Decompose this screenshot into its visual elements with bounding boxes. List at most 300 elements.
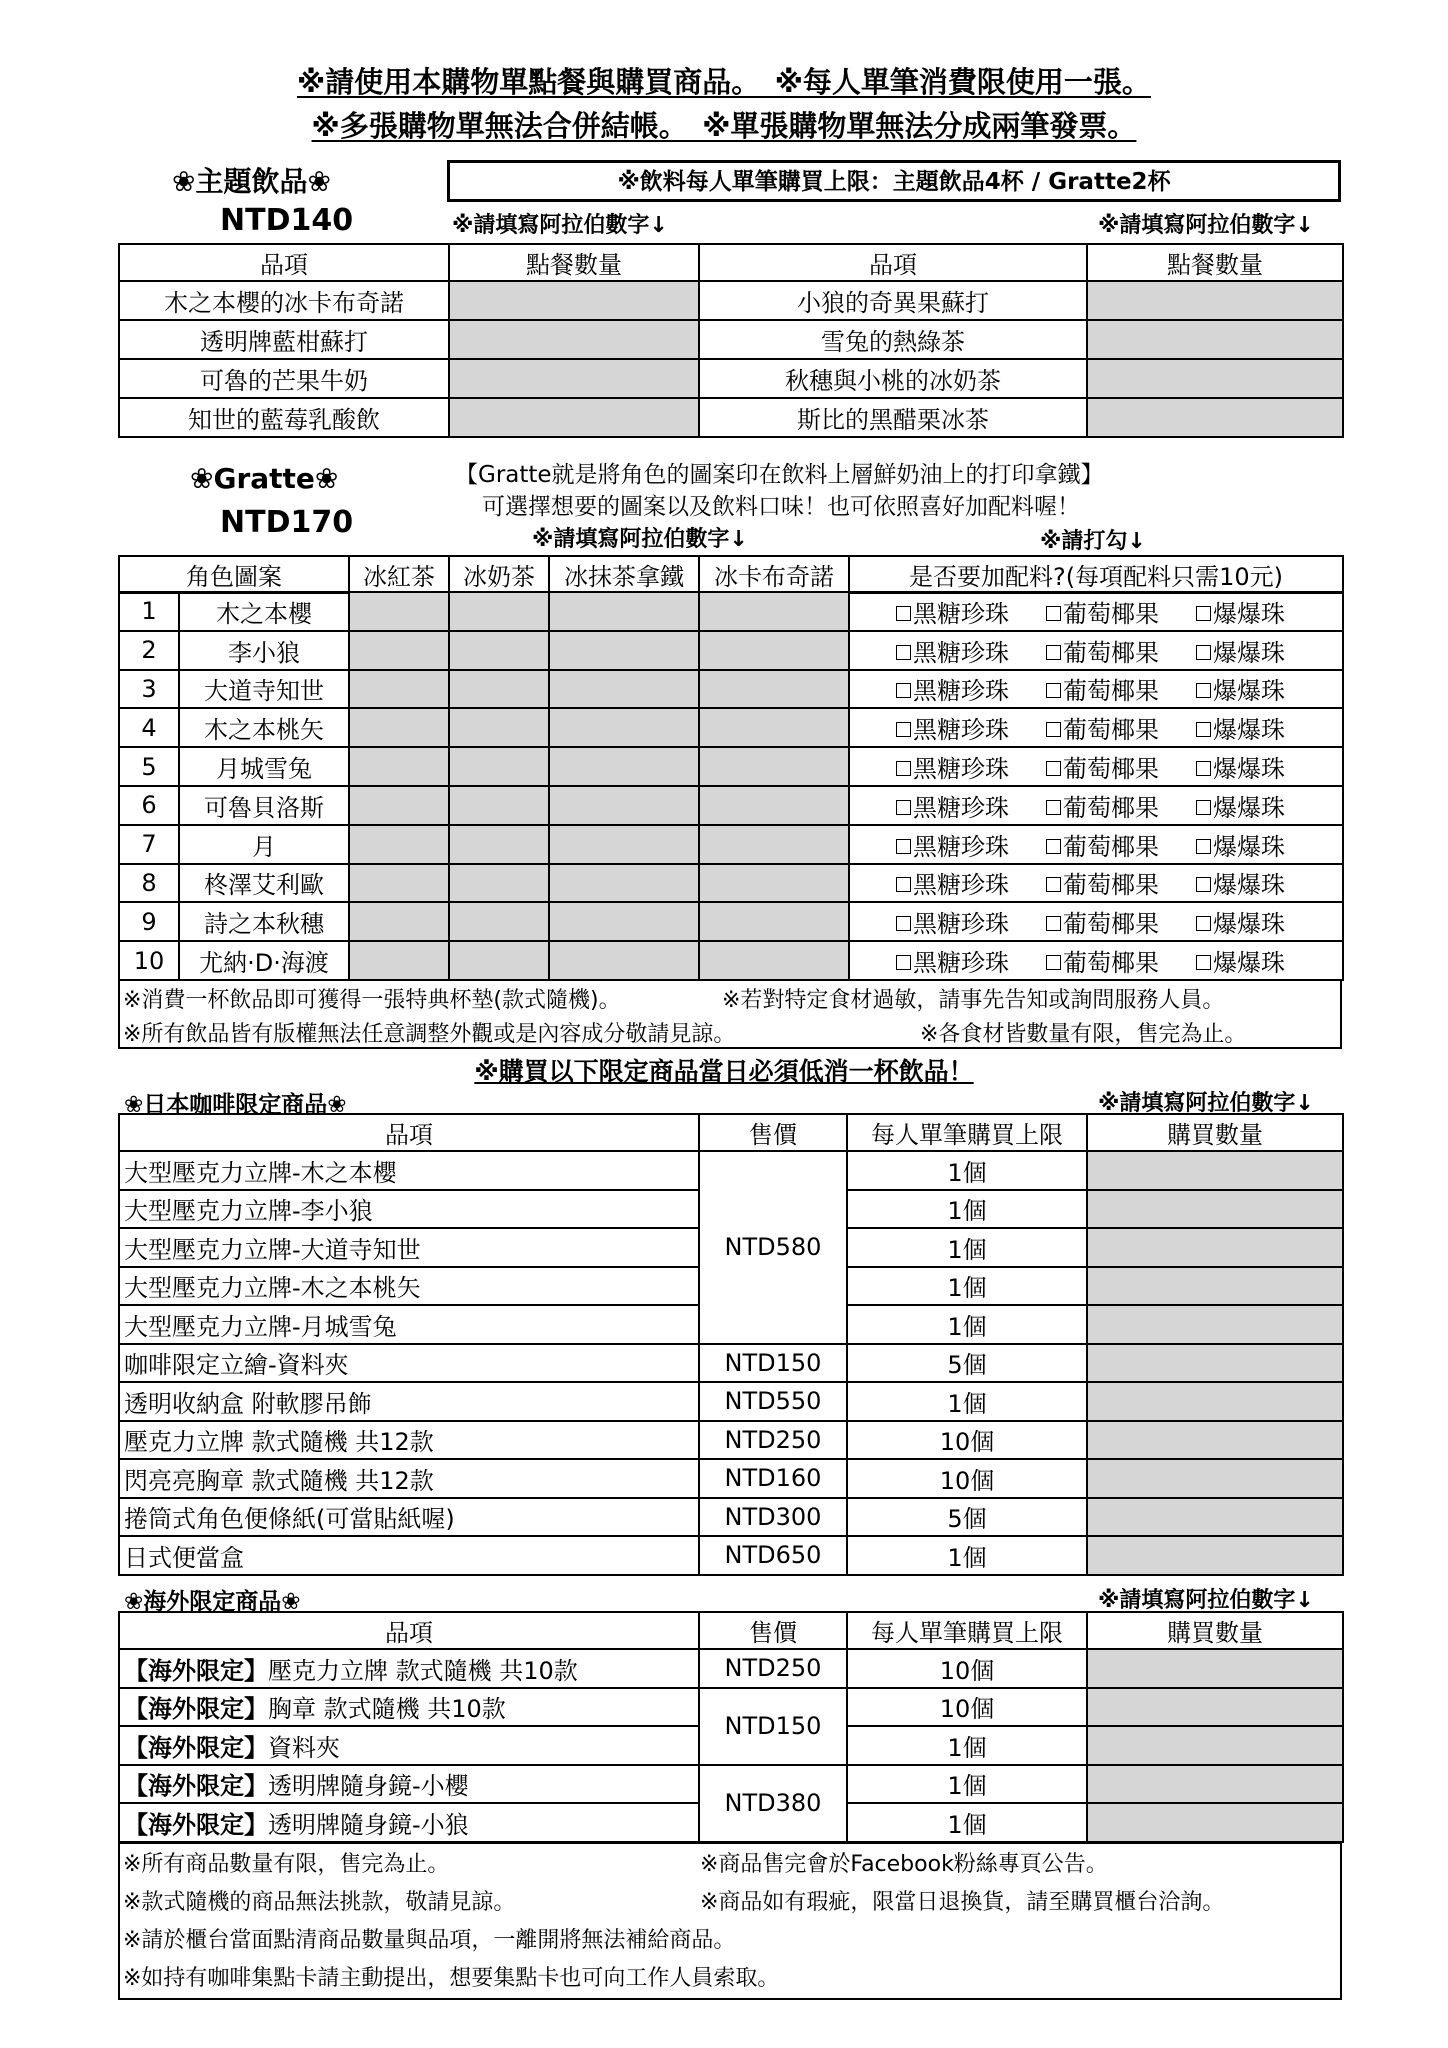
- topping-option[interactable]: [1046, 943, 1196, 978]
- topping-label: 爆爆珠: [1213, 599, 1285, 628]
- gratte-title: ❀Gratte❀: [190, 462, 339, 495]
- gratte-table: [118, 555, 1344, 594]
- table-row: [119, 1151, 1343, 1190]
- col-header-qty: 點餐數量: [449, 244, 699, 281]
- qty-input[interactable]: [1087, 1726, 1343, 1765]
- goods-price: NTD380: [699, 1765, 847, 1842]
- table-row: [119, 747, 1343, 786]
- row-number: 1: [119, 592, 179, 631]
- row-number: 2: [119, 631, 179, 670]
- goods-limit: 1個: [847, 1151, 1087, 1190]
- flavor-qty-input[interactable]: [549, 631, 699, 670]
- table-row: [119, 786, 1343, 825]
- drink-name: 雪兔的熱綠茶: [699, 320, 1087, 359]
- goods-limit: 5個: [847, 1498, 1087, 1537]
- goods-name: 壓克力立牌 款式隨機 共12款: [119, 1421, 699, 1460]
- topping-label: 黑糖珍珠: [913, 716, 1009, 745]
- checkbox-icon[interactable]: [896, 955, 911, 970]
- checkbox-icon[interactable]: [1046, 722, 1061, 737]
- japan-goods-title: ❀日本咖啡限定商品❀: [124, 1092, 347, 1118]
- qty-input[interactable]: [1087, 1765, 1343, 1804]
- flower-icon: ❀: [124, 1589, 144, 1615]
- table-row: [119, 1765, 1343, 1804]
- checkbox-icon[interactable]: [1046, 839, 1061, 854]
- qty-input[interactable]: [1087, 359, 1343, 398]
- table-row: [119, 1649, 1343, 1688]
- topping-option[interactable]: [896, 749, 1046, 784]
- flavor-qty-input[interactable]: [349, 941, 449, 980]
- qty-input[interactable]: [1087, 1459, 1343, 1498]
- flower-icon: ❀: [281, 1589, 301, 1615]
- overseas-tag: 【海外限定】: [124, 1772, 268, 1801]
- gratte-note: ※所有飲品皆有版權無法任意調整外觀或是內容成分敬請見諒。: [123, 1022, 736, 1047]
- topping-label: 黑糖珍珠: [913, 677, 1009, 706]
- flavor-qty-input[interactable]: [449, 747, 549, 786]
- character-name: 尤納·D·海渡: [179, 941, 349, 980]
- checkbox-icon[interactable]: [1046, 800, 1061, 815]
- flavor-qty-input[interactable]: [549, 592, 699, 631]
- checkbox-icon[interactable]: [1196, 683, 1211, 698]
- fill-hint: ※請填寫阿拉伯數字↓: [1098, 1588, 1314, 1613]
- flavor-qty-input[interactable]: [449, 670, 549, 709]
- qty-input[interactable]: [449, 359, 699, 398]
- topping-label: 爆爆珠: [1213, 716, 1285, 745]
- row-number: 5: [119, 747, 179, 786]
- flavor-qty-input[interactable]: [449, 631, 549, 670]
- topping-option[interactable]: [1196, 749, 1296, 784]
- checkbox-icon[interactable]: [896, 839, 911, 854]
- topping-label: 葡萄椰果: [1063, 677, 1159, 706]
- col-header-flavor: 冰紅茶: [349, 556, 449, 593]
- flavor-qty-input[interactable]: [449, 902, 549, 941]
- topping-options: [849, 902, 1343, 941]
- flavor-qty-input[interactable]: [699, 902, 849, 941]
- character-name: 月城雪兔: [179, 747, 349, 786]
- topping-options: [849, 941, 1343, 980]
- qty-input[interactable]: [449, 398, 699, 437]
- flavor-qty-input[interactable]: [549, 864, 699, 903]
- checkbox-icon[interactable]: [896, 722, 911, 737]
- table-row: [119, 281, 1343, 320]
- topping-option[interactable]: [1196, 633, 1296, 668]
- topping-label: 黑糖珍珠: [913, 871, 1009, 900]
- topping-option[interactable]: [896, 904, 1046, 939]
- goods-note: ※商品售完會於Facebook粉絲專頁公告。: [700, 1852, 1108, 1877]
- checkbox-icon[interactable]: [896, 916, 911, 931]
- check-hint: ※請打勾↓: [1040, 529, 1146, 554]
- topping-label: 爆爆珠: [1213, 677, 1285, 706]
- drink-name: 透明牌藍柑蘇打: [119, 320, 449, 359]
- notice-line-2: ※多張購物單無法合併結帳。 ※單張購物單無法分成兩筆發票。: [311, 109, 1137, 143]
- drink-name: 木之本櫻的冰卡布奇諾: [119, 281, 449, 320]
- row-number: 3: [119, 670, 179, 709]
- topping-option[interactable]: [1196, 594, 1296, 629]
- topping-label: 葡萄椰果: [1063, 599, 1159, 628]
- flavor-qty-input[interactable]: [699, 825, 849, 864]
- flavor-qty-input[interactable]: [349, 708, 449, 747]
- gratte-note: ※各食材皆數量有限，售完為止。: [920, 1022, 1247, 1047]
- theme-drinks-table: [118, 243, 1344, 438]
- topping-option[interactable]: [1196, 943, 1296, 978]
- gratte-notes-box: [118, 979, 1342, 1049]
- topping-option[interactable]: [1046, 788, 1196, 823]
- topping-options: [849, 825, 1343, 864]
- table-row: [119, 1498, 1343, 1537]
- col-header-limit: 每人單筆購買上限: [847, 1612, 1087, 1649]
- flavor-qty-input[interactable]: [449, 864, 549, 903]
- goods-name: 大型壓克力立牌-李小狼: [119, 1190, 699, 1229]
- topping-option[interactable]: [1046, 827, 1196, 862]
- topping-option[interactable]: [896, 788, 1046, 823]
- qty-input[interactable]: [1087, 1421, 1343, 1460]
- col-header-qty: 購買數量: [1087, 1612, 1343, 1649]
- overseas-tag: 【海外限定】: [124, 1733, 268, 1762]
- overseas-tag: 【海外限定】: [124, 1656, 268, 1685]
- checkbox-icon[interactable]: [1046, 877, 1061, 892]
- flavor-qty-input[interactable]: [549, 786, 699, 825]
- topping-label: 黑糖珍珠: [913, 638, 1009, 667]
- col-header-item: 品項: [119, 1612, 699, 1649]
- flavor-qty-input[interactable]: [349, 864, 449, 903]
- checkbox-icon[interactable]: [1196, 645, 1211, 660]
- flavor-qty-input[interactable]: [549, 708, 699, 747]
- goods-name: 日式便當盒: [119, 1536, 699, 1575]
- checkbox-icon[interactable]: [896, 645, 911, 660]
- flavor-qty-input[interactable]: [699, 786, 849, 825]
- topping-label: 爆爆珠: [1213, 793, 1285, 822]
- flavor-qty-input[interactable]: [449, 592, 549, 631]
- row-number: 7: [119, 825, 179, 864]
- goods-price: NTD150: [699, 1344, 847, 1383]
- qty-input[interactable]: [449, 320, 699, 359]
- flower-icon: ❀: [190, 462, 214, 495]
- flavor-qty-input[interactable]: [349, 670, 449, 709]
- flavor-qty-input[interactable]: [349, 825, 449, 864]
- col-header-flavor: 冰卡布奇諾: [699, 556, 849, 593]
- flower-icon: ❀: [307, 165, 331, 198]
- table-row: [119, 359, 1343, 398]
- topping-option[interactable]: [1046, 594, 1196, 629]
- checkbox-icon[interactable]: [1046, 645, 1061, 660]
- goods-price: NTD650: [699, 1536, 847, 1575]
- fill-hint: ※請填寫阿拉伯數字↓: [1098, 1091, 1314, 1116]
- goods-note: ※商品如有瑕疵，限當日退換貨，請至購買櫃台洽詢。: [700, 1890, 1225, 1915]
- goods-note: ※所有商品數量有限，售完為止。: [123, 1852, 450, 1877]
- fill-hint-right: ※請填寫阿拉伯數字↓: [1098, 213, 1314, 238]
- notice-line-1: ※請使用本購物單點餐與購買商品。 ※每人單筆消費限使用一張。: [297, 65, 1151, 99]
- topping-option[interactable]: [896, 671, 1046, 706]
- topping-option[interactable]: [1046, 633, 1196, 668]
- goods-limit: 1個: [847, 1382, 1087, 1421]
- col-header-toppings: 是否要加配料?(每項配料只需10元): [849, 556, 1343, 593]
- flavor-qty-input[interactable]: [699, 592, 849, 631]
- qty-input[interactable]: [1087, 1536, 1343, 1575]
- flavor-qty-input[interactable]: [699, 747, 849, 786]
- drink-limit-note: ※飲料每人單筆購買上限：主題飲品4杯 / Gratte2杯: [447, 160, 1341, 202]
- checkbox-icon[interactable]: [1046, 761, 1061, 776]
- table-row: [119, 708, 1343, 747]
- checkbox-icon[interactable]: [1196, 955, 1211, 970]
- checkbox-icon[interactable]: [1046, 683, 1061, 698]
- checkbox-icon[interactable]: [1196, 722, 1211, 737]
- table-row: [119, 631, 1343, 670]
- topping-option[interactable]: [1046, 710, 1196, 745]
- flavor-qty-input[interactable]: [699, 864, 849, 903]
- topping-label: 葡萄椰果: [1063, 638, 1159, 667]
- topping-option[interactable]: [1196, 788, 1296, 823]
- goods-price: NTD550: [699, 1382, 847, 1421]
- topping-option[interactable]: [896, 633, 1046, 668]
- table-row: [119, 1688, 1343, 1727]
- flavor-qty-input[interactable]: [699, 670, 849, 709]
- gratte-note: ※消費一杯飲品即可獲得一張特典杯墊(款式隨機)。: [123, 988, 621, 1013]
- topping-options: [849, 592, 1343, 631]
- goods-name: 閃亮亮胸章 款式隨機 共12款: [119, 1459, 699, 1498]
- topping-option[interactable]: [896, 943, 1046, 978]
- checkbox-icon[interactable]: [896, 800, 911, 815]
- topping-option[interactable]: [1046, 865, 1196, 900]
- flavor-qty-input[interactable]: [349, 631, 449, 670]
- checkbox-icon[interactable]: [896, 877, 911, 892]
- qty-input[interactable]: [1087, 1344, 1343, 1383]
- topping-option[interactable]: [1046, 904, 1196, 939]
- goods-name: 大型壓克力立牌-大道寺知世: [119, 1228, 699, 1267]
- character-name: 木之本櫻: [179, 592, 349, 631]
- flavor-qty-input[interactable]: [699, 708, 849, 747]
- topping-options: [849, 670, 1343, 709]
- goods-name: 【海外限定】透明牌隨身鏡-小狼: [119, 1803, 699, 1842]
- topping-options: [849, 708, 1343, 747]
- gratte-rows: [118, 591, 1344, 981]
- row-number: 6: [119, 786, 179, 825]
- flavor-qty-input[interactable]: [549, 825, 699, 864]
- goods-name: 大型壓克力立牌-木之本桃矢: [119, 1267, 699, 1306]
- topping-label: 爆爆珠: [1213, 755, 1285, 784]
- fill-hint-left: ※請填寫阿拉伯數字↓: [452, 213, 668, 238]
- drink-name: 斯比的黑醋栗冰茶: [699, 398, 1087, 437]
- flower-icon: ❀: [172, 165, 196, 198]
- topping-label: 黑糖珍珠: [913, 755, 1009, 784]
- goods-limit: 1個: [847, 1305, 1087, 1344]
- row-number: 8: [119, 864, 179, 903]
- flavor-qty-input[interactable]: [349, 747, 449, 786]
- table-row: [119, 825, 1343, 864]
- table-row: [119, 1421, 1343, 1460]
- goods-limit: 1個: [847, 1228, 1087, 1267]
- topping-label: 葡萄椰果: [1063, 716, 1159, 745]
- checkbox-icon[interactable]: [1196, 606, 1211, 621]
- table-row: [119, 670, 1343, 709]
- goods-price: NTD150: [699, 1688, 847, 1765]
- topping-option[interactable]: [896, 865, 1046, 900]
- qty-input[interactable]: [1087, 398, 1343, 437]
- flavor-qty-input[interactable]: [349, 592, 449, 631]
- flower-icon: ❀: [124, 1092, 144, 1118]
- goods-limit: 1個: [847, 1726, 1087, 1765]
- gratte-price: NTD170: [220, 505, 354, 540]
- col-header-item: 品項: [119, 244, 449, 281]
- checkbox-icon[interactable]: [896, 761, 911, 776]
- qty-input[interactable]: [1087, 1688, 1343, 1727]
- checkbox-icon[interactable]: [1196, 877, 1211, 892]
- flavor-qty-input[interactable]: [699, 941, 849, 980]
- topping-label: 葡萄椰果: [1063, 832, 1159, 861]
- flavor-qty-input[interactable]: [349, 786, 449, 825]
- topping-option[interactable]: [1046, 671, 1196, 706]
- table-row: [119, 398, 1343, 437]
- topping-label: 葡萄椰果: [1063, 910, 1159, 939]
- goods-note: ※款式隨機的商品無法挑款，敬請見諒。: [123, 1890, 516, 1915]
- table-row: [119, 1459, 1343, 1498]
- col-header-flavor: 冰抹茶拿鐵: [549, 556, 699, 593]
- qty-input[interactable]: [1087, 1305, 1343, 1344]
- topping-label: 黑糖珍珠: [913, 599, 1009, 628]
- goods-limit: 1個: [847, 1803, 1087, 1842]
- topping-option[interactable]: [896, 827, 1046, 862]
- qty-input[interactable]: [449, 281, 699, 320]
- col-header-pattern: 角色圖案: [119, 556, 349, 593]
- character-name: 可魯貝洛斯: [179, 786, 349, 825]
- goods-note: ※如持有咖啡集點卡請主動提出，想要集點卡也可向工作人員索取。: [123, 1966, 780, 1991]
- col-header-price: 售價: [699, 1612, 847, 1649]
- row-number: 4: [119, 708, 179, 747]
- col-header-qty: 購買數量: [1087, 1114, 1343, 1151]
- qty-input[interactable]: [1087, 1382, 1343, 1421]
- flavor-qty-input[interactable]: [449, 941, 549, 980]
- qty-input[interactable]: [1087, 1190, 1343, 1229]
- table-row: [119, 1382, 1343, 1421]
- overseas-tag: 【海外限定】: [124, 1695, 268, 1724]
- flavor-qty-input[interactable]: [349, 902, 449, 941]
- goods-limit: 1個: [847, 1190, 1087, 1229]
- checkbox-icon[interactable]: [896, 606, 911, 621]
- table-row: [119, 320, 1343, 359]
- fill-hint-number: ※請填寫阿拉伯數字↓: [532, 527, 748, 552]
- topping-label: 黑糖珍珠: [913, 832, 1009, 861]
- topping-option[interactable]: [1196, 671, 1296, 706]
- character-name: 大道寺知世: [179, 670, 349, 709]
- goods-limit: 1個: [847, 1765, 1087, 1804]
- character-name: 月: [179, 825, 349, 864]
- flower-icon: ❀: [314, 462, 339, 495]
- gratte-desc-2: 可選擇想要的圖案以及飲料口味！也可依照喜好加配料喔！: [482, 494, 1080, 520]
- goods-price: NTD250: [699, 1649, 847, 1688]
- topping-label: 黑糖珍珠: [913, 910, 1009, 939]
- topping-options: [849, 747, 1343, 786]
- topping-option[interactable]: [896, 594, 1046, 629]
- goods-name: 透明收納盒 附軟膠吊飾: [119, 1382, 699, 1421]
- topping-options: [849, 786, 1343, 825]
- qty-input[interactable]: [1087, 1498, 1343, 1537]
- gratte-note: ※若對特定食材過敏，請事先告知或詢問服務人員。: [722, 988, 1225, 1013]
- flavor-qty-input[interactable]: [549, 747, 699, 786]
- goods-limit: 1個: [847, 1536, 1087, 1575]
- flavor-qty-input[interactable]: [449, 708, 549, 747]
- topping-option[interactable]: [1196, 904, 1296, 939]
- topping-option[interactable]: [1046, 749, 1196, 784]
- overseas-notes-box: [118, 1842, 1342, 2000]
- goods-limit: 1個: [847, 1267, 1087, 1306]
- goods-limit: 10個: [847, 1649, 1087, 1688]
- flavor-qty-input[interactable]: [699, 631, 849, 670]
- goods-note: ※請於櫃台當面點清商品數量與品項，一離開將無法補給商品。: [123, 1928, 736, 1953]
- qty-input[interactable]: [1087, 1228, 1343, 1267]
- qty-input[interactable]: [1087, 1267, 1343, 1306]
- gratte-desc-1: 【Gratte就是將角色的圖案印在飲料上層鮮奶油上的打印拿鐵】: [455, 462, 1104, 488]
- checkbox-icon[interactable]: [896, 683, 911, 698]
- japan-goods-table: [118, 1113, 1344, 1576]
- goods-limit: 5個: [847, 1344, 1087, 1383]
- table-row: [119, 941, 1343, 980]
- qty-input[interactable]: [1087, 1151, 1343, 1190]
- topping-label: 爆爆珠: [1213, 871, 1285, 900]
- topping-options: [849, 631, 1343, 670]
- topping-label: 葡萄椰果: [1063, 755, 1159, 784]
- table-row: [119, 902, 1343, 941]
- topping-label: 葡萄椰果: [1063, 793, 1159, 822]
- topping-option[interactable]: [1196, 710, 1296, 745]
- character-name: 李小狼: [179, 631, 349, 670]
- topping-option[interactable]: [1196, 827, 1296, 862]
- checkbox-icon[interactable]: [1046, 916, 1061, 931]
- flavor-qty-input[interactable]: [549, 902, 699, 941]
- table-row: [119, 592, 1343, 631]
- goods-name: 咖啡限定立繪-資料夾: [119, 1344, 699, 1383]
- qty-input[interactable]: [1087, 1649, 1343, 1688]
- character-name: 柊澤艾利歐: [179, 864, 349, 903]
- checkbox-icon[interactable]: [1046, 606, 1061, 621]
- goods-limit: 10個: [847, 1459, 1087, 1498]
- topping-label: 爆爆珠: [1213, 910, 1285, 939]
- row-number: 9: [119, 902, 179, 941]
- qty-input[interactable]: [1087, 1803, 1343, 1842]
- drink-name: 可魯的芒果牛奶: [119, 359, 449, 398]
- table-row: [119, 1344, 1343, 1383]
- purchase-notice: ※購買以下限定商品當日必須低消一杯飲品！: [474, 1057, 974, 1086]
- goods-name: 大型壓克力立牌-月城雪兔: [119, 1305, 699, 1344]
- table-row: [119, 1536, 1343, 1575]
- checkbox-icon[interactable]: [1196, 761, 1211, 776]
- goods-price: NTD250: [699, 1421, 847, 1460]
- topping-label: 葡萄椰果: [1063, 871, 1159, 900]
- drink-name: 知世的藍莓乳酸飲: [119, 398, 449, 437]
- col-header-item: 品項: [119, 1114, 699, 1151]
- goods-price: NTD300: [699, 1498, 847, 1537]
- topping-options: [849, 864, 1343, 903]
- flower-icon: ❀: [327, 1092, 347, 1118]
- drink-name: 小狼的奇異果蘇打: [699, 281, 1087, 320]
- flavor-qty-input[interactable]: [449, 786, 549, 825]
- topping-label: 爆爆珠: [1213, 832, 1285, 861]
- goods-limit: 10個: [847, 1688, 1087, 1727]
- overseas-goods-table: [118, 1611, 1344, 1843]
- overseas-tag: 【海外限定】: [124, 1810, 268, 1839]
- qty-input[interactable]: [1087, 320, 1343, 359]
- checkbox-icon[interactable]: [1046, 955, 1061, 970]
- topping-option[interactable]: [1196, 865, 1296, 900]
- flavor-qty-input[interactable]: [549, 670, 699, 709]
- checkbox-icon[interactable]: [1196, 916, 1211, 931]
- topping-option[interactable]: [896, 710, 1046, 745]
- topping-label: 黑糖珍珠: [913, 949, 1009, 978]
- checkbox-icon[interactable]: [1196, 839, 1211, 854]
- flavor-qty-input[interactable]: [549, 941, 699, 980]
- character-name: 詩之本秋穗: [179, 902, 349, 941]
- qty-input[interactable]: [1087, 281, 1343, 320]
- flavor-qty-input[interactable]: [449, 825, 549, 864]
- checkbox-icon[interactable]: [1196, 800, 1211, 815]
- goods-name: 捲筒式角色便條紙(可當貼紙喔): [119, 1498, 699, 1537]
